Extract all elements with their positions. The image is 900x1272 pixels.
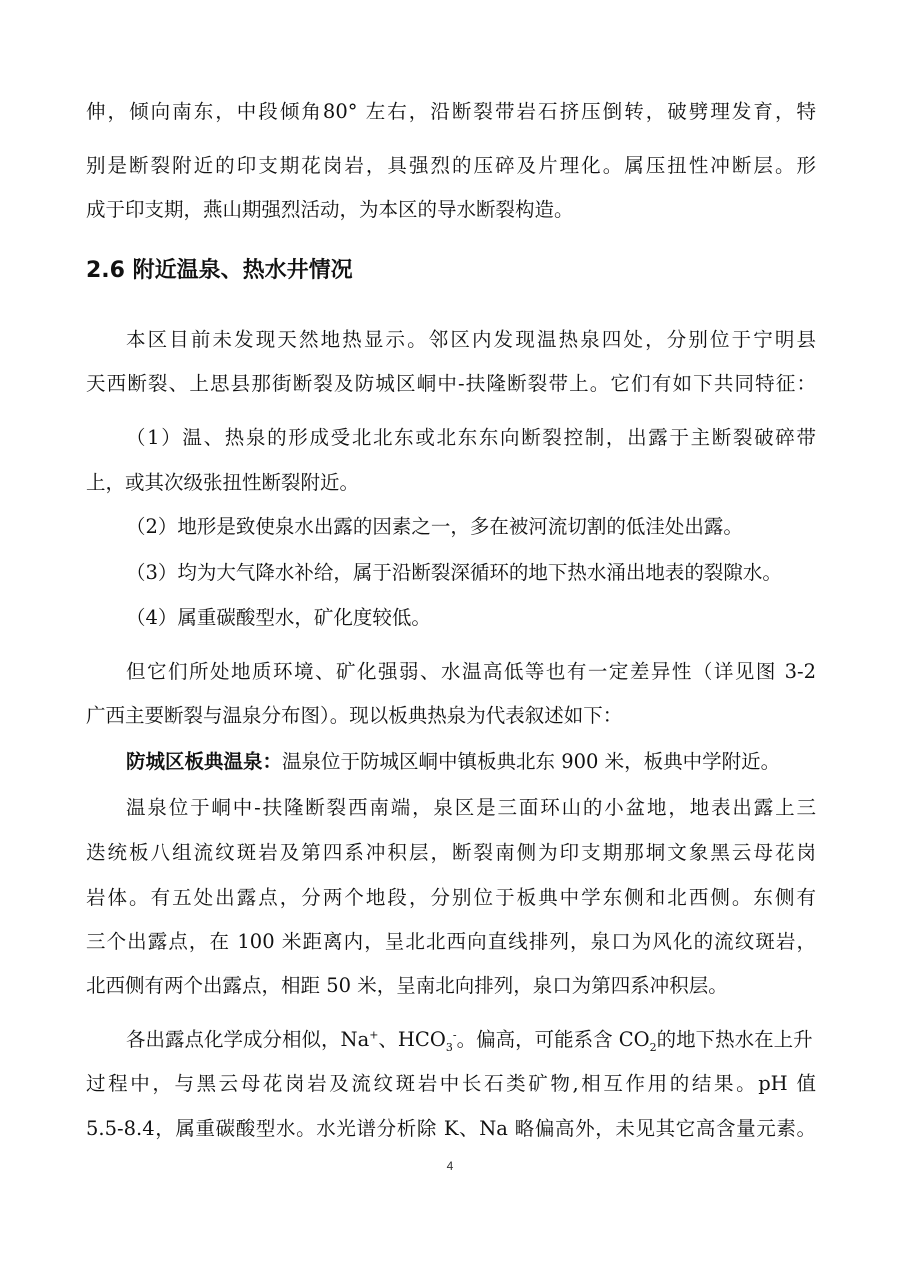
text-run: 、HCO <box>378 1028 446 1051</box>
subscript: 3 <box>445 1040 453 1054</box>
paragraph-line: 广西主要断裂与温泉分布图）。现以板典热泉为代表叙述如下： <box>86 704 623 727</box>
list-item: （2）地形是致使泉水出露的因素之一，多在被河流切割的低洼处出露。 <box>126 515 743 538</box>
paragraph-line <box>126 742 816 782</box>
paragraph-line: 三个出露点，在 100 米距离内，呈北北西向直线排列，泉口为风化的流纹斑岩， <box>86 930 816 953</box>
paragraph-line: 伸，倾向南东，中段倾角80° 左右，沿断裂带岩石挤压倒转，破劈理发育，特 <box>86 100 816 123</box>
superscript: + <box>369 1028 379 1042</box>
paragraph-line: 北西侧有两个出露点，相距 50 米，呈南北向排列，泉口为第四系冲积层。 <box>86 974 728 997</box>
list-item: （4）属重碳酸型水，矿化度较低。 <box>126 606 431 629</box>
paragraph-line: 别是断裂附近的印支期花岗岩，具强烈的压碎及片理化。属压扭性冲断层。形 <box>86 154 816 177</box>
text-run: 。偏高，可能系含 CO <box>456 1028 650 1051</box>
text-run: 各出露点化学成分相似，Na <box>126 1028 370 1051</box>
paragraph-line: 5.5-8.4，属重碳酸型水。水光谱分析除 K、Na 略偏高外，未见其它高含量元素。 <box>86 1117 816 1140</box>
paragraph-text: 温泉位于防城区峒中镇板典北东 900 米，板典中学附近。 <box>282 750 781 773</box>
paragraph-line: 岩体。有五处出露点，分两个地段，分别位于板典中学东侧和北西侧。东侧有 <box>86 886 816 909</box>
spring-name: 防城区板典温泉： <box>126 750 283 773</box>
list-item: （3）均为大气降水补给，属于沿断裂深循环的地下热水涌出地表的裂隙水。 <box>126 561 782 584</box>
section-heading: 2.6 附近温泉、热水井情况 <box>86 258 353 283</box>
paragraph-line: 但它们所处地质环境、矿化强弱、水温高低等也有一定差异性（详见图 3-2 <box>126 660 816 683</box>
paragraph-line: 天西断裂、上思县那街断裂及防城区峒中-扶隆断裂带上。它们有如下共同特征： <box>86 372 816 395</box>
list-item: （1）温、热泉的形成受北北东或北东东向断裂控制，出露于主断裂破碎带 <box>126 426 816 449</box>
paragraph-line: 本区目前未发现天然地热显示。邻区内发现温热泉四处，分别位于宁明县 <box>126 328 816 351</box>
paragraph-line <box>126 1020 816 1060</box>
subscript: 2 <box>649 1040 657 1054</box>
text-run: 的地下热水在上升 <box>656 1028 813 1051</box>
paragraph-line: 温泉位于峒中-扶隆断裂西南端，泉区是三面环山的小盆地，地表出露上三 <box>126 796 816 819</box>
list-item-continuation: 上，或其次级张扭性断裂附近。 <box>86 471 360 494</box>
paragraph-line: 成于印支期，燕山期强烈活动，为本区的导水断裂构造。 <box>86 198 574 221</box>
paragraph-line: 迭统板八组流纹斑岩及第四系冲积层，断裂南侧为印支期那垌文象黑云母花岗 <box>86 841 816 864</box>
paragraph-line: 过程中，与黑云母花岗岩及流纹斑岩中长石类矿物,相互作用的结果。pH 值 <box>86 1072 816 1095</box>
page-number: 4 <box>446 1159 454 1173</box>
superscript: - <box>452 1028 457 1042</box>
